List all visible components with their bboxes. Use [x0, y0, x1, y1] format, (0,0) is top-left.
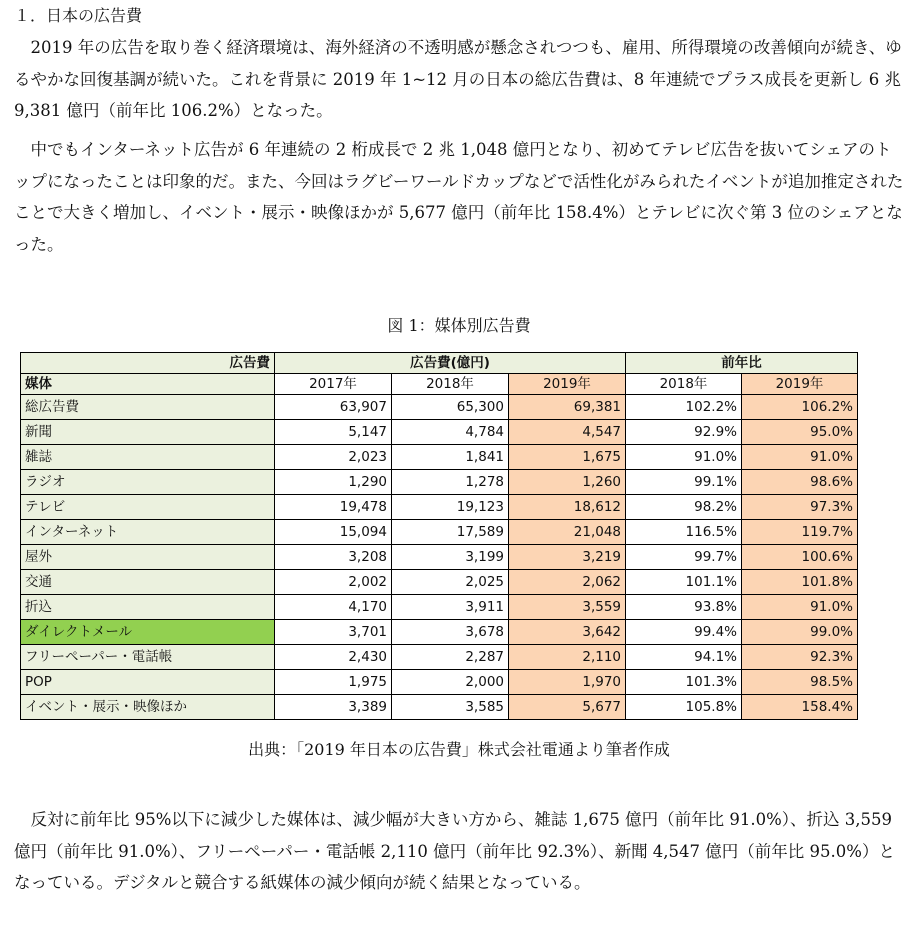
table-row — [21, 545, 858, 570]
table-header-row-bottom — [21, 374, 858, 395]
table-row — [21, 470, 858, 495]
cell-ratio-2018: 93.8% — [626, 595, 742, 620]
cell-2018: 3,585 — [392, 695, 509, 720]
cell-2017: 2,023 — [275, 445, 392, 470]
cell-2018: 1,841 — [392, 445, 509, 470]
cell-ratio-2019: 98.5% — [742, 670, 858, 695]
paragraph-overview — [14, 32, 904, 127]
header-ratio-2018: 2018年 — [626, 374, 742, 395]
source-caption: 出典：「2019 年日本の広告費」株式会社電通より筆者作成 — [248, 740, 670, 759]
cell-ratio-2018: 99.1% — [626, 470, 742, 495]
header-year-2018: 2018年 — [392, 374, 509, 395]
cell-2019: 5,677 — [509, 695, 626, 720]
cell-ratio-2018: 99.7% — [626, 545, 742, 570]
cell-2018: 17,589 — [392, 520, 509, 545]
cell-2017: 2,430 — [275, 645, 392, 670]
table-row — [21, 645, 858, 670]
row-label: テレビ — [21, 495, 275, 520]
row-label: 新聞 — [21, 420, 275, 445]
cell-ratio-2019: 98.6% — [742, 470, 858, 495]
cell-2018: 2,287 — [392, 645, 509, 670]
cell-2017: 5,147 — [275, 420, 392, 445]
cell-2018: 1,278 — [392, 470, 509, 495]
cell-2019: 3,642 — [509, 620, 626, 645]
row-label: POP — [21, 670, 275, 695]
cell-2019: 18,612 — [509, 495, 626, 520]
header-corner-top: 広告費 — [21, 353, 275, 374]
cell-ratio-2018: 105.8% — [626, 695, 742, 720]
cell-ratio-2019: 99.0% — [742, 620, 858, 645]
cell-2017: 19,478 — [275, 495, 392, 520]
cell-ratio-2018: 101.3% — [626, 670, 742, 695]
table-row — [21, 695, 858, 720]
cell-ratio-2019: 158.4% — [742, 695, 858, 720]
cell-ratio-2019: 97.3% — [742, 495, 858, 520]
cell-2017: 3,389 — [275, 695, 392, 720]
cell-ratio-2018: 92.9% — [626, 420, 742, 445]
table-row — [21, 595, 858, 620]
cell-ratio-2018: 102.2% — [626, 395, 742, 420]
row-label: 雑誌 — [21, 445, 275, 470]
table-row — [21, 495, 858, 520]
row-label: 総広告費 — [21, 395, 275, 420]
cell-ratio-2019: 91.0% — [742, 595, 858, 620]
paragraph-text: 2019 年の広告を取り巻く経済環境は、海外経済の不透明感が懸念されつつも、雇用、所得環境の改善傾向が続き、ゆるやかな回復基調が続いた。これを背景に 2019 年 1~12 月の日本の総広告費は、8 年連続でプラス成長を更新し 6 兆 9,381 億円（前年比 106.2%）となった。 — [14, 38, 902, 120]
table-row — [21, 620, 858, 645]
section-heading: １．日本の広告費 — [14, 6, 143, 25]
cell-2017: 1,290 — [275, 470, 392, 495]
cell-2017: 2,002 — [275, 570, 392, 595]
cell-ratio-2018: 91.0% — [626, 445, 742, 470]
row-label: フリーペーパー・電話帳 — [21, 645, 275, 670]
header-year-2017: 2017年 — [275, 374, 392, 395]
cell-ratio-2019: 92.3% — [742, 645, 858, 670]
cell-ratio-2018: 99.4% — [626, 620, 742, 645]
table-row — [21, 570, 858, 595]
cell-ratio-2019: 106.2% — [742, 395, 858, 420]
row-label: 交通 — [21, 570, 275, 595]
cell-2017: 1,975 — [275, 670, 392, 695]
cell-2018: 2,000 — [392, 670, 509, 695]
ad-expenditure-table — [20, 352, 858, 720]
cell-2017: 4,170 — [275, 595, 392, 620]
cell-2019: 4,547 — [509, 420, 626, 445]
cell-ratio-2019: 91.0% — [742, 445, 858, 470]
table-header-row-top — [21, 353, 858, 374]
cell-2019: 1,260 — [509, 470, 626, 495]
cell-2017: 3,701 — [275, 620, 392, 645]
paragraph-text: 中でもインターネット広告が 6 年連続の 2 桁成長で 2 兆 1,048 億円となり、初めてテレビ広告を抜いてシェアのトップになったことは印象的だ。また、今回はラグビーワールドカップなどで活性化がみられたイベントが追加推定されたことで大きく増加し、イベント・展示・映像ほかが 5,677 億円（前年比 158.4%）とテレビに次ぐ第 3 位のシェアとなった。 — [14, 140, 904, 254]
table-row — [21, 395, 858, 420]
row-label: ラジオ — [21, 470, 275, 495]
cell-ratio-2018: 98.2% — [626, 495, 742, 520]
cell-2019: 1,970 — [509, 670, 626, 695]
cell-2019: 3,559 — [509, 595, 626, 620]
row-label: イベント・展示・映像ほか — [21, 695, 275, 720]
cell-2019: 69,381 — [509, 395, 626, 420]
cell-2017: 63,907 — [275, 395, 392, 420]
cell-2018: 2,025 — [392, 570, 509, 595]
cell-2018: 3,911 — [392, 595, 509, 620]
row-label: 折込 — [21, 595, 275, 620]
row-label: インターネット — [21, 520, 275, 545]
row-label: ダイレクトメール — [21, 620, 275, 645]
figure-caption: 図 1：媒体別広告費 — [387, 316, 531, 335]
cell-2019: 3,219 — [509, 545, 626, 570]
header-group-amount: 広告費(億円) — [275, 353, 626, 374]
cell-2017: 15,094 — [275, 520, 392, 545]
paragraph-decline — [14, 804, 904, 899]
cell-ratio-2018: 94.1% — [626, 645, 742, 670]
cell-2018: 65,300 — [392, 395, 509, 420]
cell-ratio-2019: 100.6% — [742, 545, 858, 570]
cell-2019: 2,110 — [509, 645, 626, 670]
cell-2017: 3,208 — [275, 545, 392, 570]
cell-2018: 3,678 — [392, 620, 509, 645]
header-year-2019: 2019年 — [509, 374, 626, 395]
cell-2019: 1,675 — [509, 445, 626, 470]
table-row — [21, 445, 858, 470]
cell-ratio-2019: 101.8% — [742, 570, 858, 595]
header-corner-bottom: 媒体 — [21, 374, 275, 395]
header-group-ratio: 前年比 — [626, 353, 858, 374]
paragraph-text: 反対に前年比 95%以下に減少した媒体は、減少幅が大きい方から、雑誌 1,675 億円（前年比 91.0%）、折込 3,559 億円（前年比 91.0%）、フリーペーパー・電話帳 2,110 億円（前年比 92.3%）、新聞 4,547 億円（前年比 95.0%）となっている。デジタルと競合する紙媒体の減少傾向が続く結果となっている。 — [14, 810, 895, 892]
cell-ratio-2019: 119.7% — [742, 520, 858, 545]
cell-2018: 3,199 — [392, 545, 509, 570]
cell-ratio-2019: 95.0% — [742, 420, 858, 445]
cell-ratio-2018: 116.5% — [626, 520, 742, 545]
cell-2018: 19,123 — [392, 495, 509, 520]
table-row — [21, 420, 858, 445]
table-row — [21, 670, 858, 695]
paragraph-internet — [14, 134, 904, 260]
cell-2019: 2,062 — [509, 570, 626, 595]
header-ratio-2019: 2019年 — [742, 374, 858, 395]
cell-2019: 21,048 — [509, 520, 626, 545]
row-label: 屋外 — [21, 545, 275, 570]
table-row — [21, 520, 858, 545]
cell-ratio-2018: 101.1% — [626, 570, 742, 595]
cell-2018: 4,784 — [392, 420, 509, 445]
